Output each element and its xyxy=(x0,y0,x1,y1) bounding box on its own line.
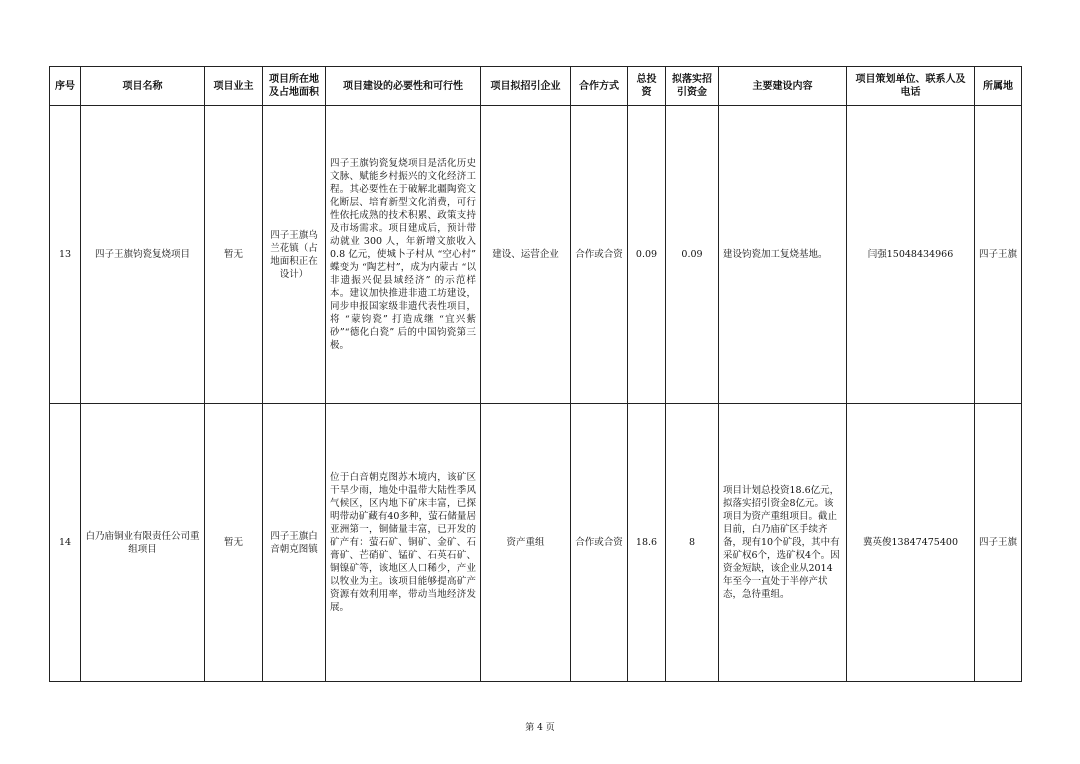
header-contact: 项目策划单位、联系人及电话 xyxy=(847,67,975,106)
header-necessity: 项目建设的必要性和可行性 xyxy=(326,67,481,106)
cell-no: 13 xyxy=(50,106,81,404)
cell-cooperation: 合作或合资 xyxy=(571,404,628,682)
cell-location: 四子王旗乌兰花镇（占地面积正在设计） xyxy=(263,106,326,404)
cell-location: 四子王旗白音朝克图镇 xyxy=(263,404,326,682)
project-table xyxy=(49,66,1022,682)
cell-contact: 冀英俊13847475400 xyxy=(847,404,975,682)
header-location: 项目所在地及占地面积 xyxy=(263,67,326,106)
cell-target-company: 建设、运营企业 xyxy=(481,106,571,404)
cell-contact: 闫强15048434966 xyxy=(847,106,975,404)
cell-target-company: 资产重组 xyxy=(481,404,571,682)
cell-content: 建设钧瓷加工复烧基地。 xyxy=(719,106,847,404)
cell-region: 四子王旗 xyxy=(975,404,1022,682)
cell-content: 项目计划总投资18.6亿元，拟落实招引资金8亿元。该项目为资产重组项目。截止目前，白乃庙矿区手续齐备，现有10个矿段，其中有采矿权6个，选矿权4个。因资金短缺，该企业从2014年至今一直处于半停产状态，急待重组。 xyxy=(719,404,847,682)
header-owner: 项目业主 xyxy=(205,67,263,106)
header-project-name: 项目名称 xyxy=(81,67,205,106)
header-attract-funds: 拟落实招引资金 xyxy=(666,67,719,106)
header-total-investment: 总投资 xyxy=(628,67,666,106)
header-content: 主要建设内容 xyxy=(719,67,847,106)
page-number: 第 4 页 xyxy=(525,723,555,733)
header-target-company: 项目拟招引企业 xyxy=(481,67,571,106)
cell-attract-funds: 8 xyxy=(666,404,719,682)
cell-region: 四子王旗 xyxy=(975,106,1022,404)
cell-owner: 暂无 xyxy=(205,106,263,404)
cell-project-name: 白乃庙铜业有限责任公司重组项目 xyxy=(81,404,205,682)
header-region: 所属地 xyxy=(975,67,1022,106)
cell-attract-funds: 0.09 xyxy=(666,106,719,404)
cell-owner: 暂无 xyxy=(205,404,263,682)
cell-total-investment: 18.6 xyxy=(628,404,666,682)
cell-no: 14 xyxy=(50,404,81,682)
cell-project-name: 四子王旗钧瓷复烧项目 xyxy=(81,106,205,404)
header-row xyxy=(50,67,1022,106)
table-row xyxy=(50,106,1022,404)
cell-necessity: 四子王旗钧瓷复烧项目是活化历史文脉、赋能乡村振兴的文化经济工程。其必要性在于破解北疆陶瓷文化断层、培育新型文化消费，可行性依托成熟的技术积累、政策支持及市场需求。项目建成后，预计带动就业 300 人，年新增文旅收入 0.8 亿元，使城卜子村从 “空心村” 蝶变为 “陶艺村”，成为内蒙古 “以非遗振兴促县域经济” 的示范样本。建议加快推进非遗工坊建设，同步申报国家级非遗代表性项目，将 “蒙钧瓷” 打造成继 “宜兴紫砂”“德化白瓷” 后的中国钧瓷第三极。 xyxy=(326,106,481,404)
header-cooperation: 合作方式 xyxy=(571,67,628,106)
cell-total-investment: 0.09 xyxy=(628,106,666,404)
header-no: 序号 xyxy=(50,67,81,106)
table-row xyxy=(50,404,1022,682)
cell-cooperation: 合作或合资 xyxy=(571,106,628,404)
cell-necessity: 位于白音朝克图苏木境内，该矿区干旱少雨，地处中温带大陆性季风气候区，区内地下矿床丰富，已探明带动矿藏有40多种，萤石储量居亚洲第一，铜储量丰富，已开发的矿产有：萤石矿、铜矿、金矿、石膏矿、芒硝矿、锰矿、石英石矿、铜镍矿等，该地区人口稀少，产业以牧业为主。该项目能够提高矿产资源有效利用率，带动当地经济发展。 xyxy=(326,404,481,682)
